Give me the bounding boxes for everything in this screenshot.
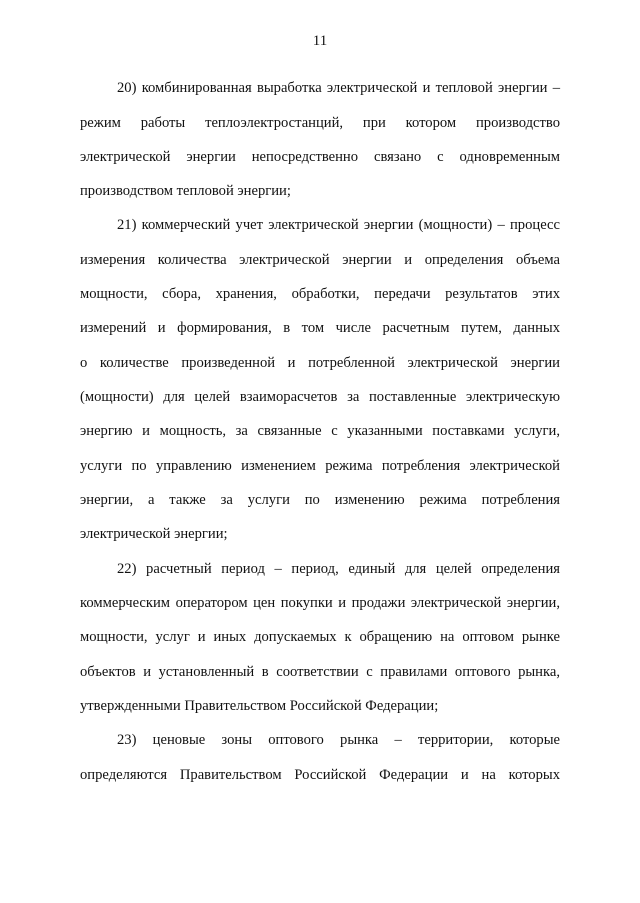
paragraph-21-line-2: измерения количества электрической энергии и определения объема (80, 252, 560, 268)
paragraph-23-line-1: 23) ценовые зоны оптового рынка – территории, которые (117, 732, 560, 748)
paragraph-20-line-1: 20) комбинированная выработка электрической и тепловой энергии – (117, 80, 560, 96)
paragraph-22-line-2: коммерческим оператором цен покупки и продажи электрической энергии, (80, 595, 560, 611)
paragraph-22-line-1: 22) расчетный период – период, единый для целей определения (117, 561, 560, 577)
paragraph-21-line-3: мощности, сбора, хранения, обработки, передачи результатов этих (80, 286, 560, 302)
paragraph-20-line-2: режим работы теплоэлектростанций, при котором производство (80, 115, 560, 131)
paragraph-22-line-5: утвержденными Правительством Российской Федерации; (80, 698, 439, 714)
paragraph-21-line-5: о количестве произведенной и потребленной электрической энергии (80, 355, 560, 371)
paragraph-22-line-3: мощности, услуг и иных допускаемых к обращению на оптовом рынке (80, 629, 560, 645)
paragraph-23-line-2: определяются Правительством Российской Федерации и на которых (80, 767, 560, 783)
paragraph-21-line-7: энергию и мощность, за связанные с указанными поставками услуги, (80, 423, 560, 439)
paragraph-21-line-1: 21) коммерческий учет электрической энергии (мощности) – процесс (117, 217, 560, 233)
paragraph-20-line-3: электрической энергии непосредственно связано с одновременным (80, 149, 560, 165)
page-number: 11 (312, 33, 328, 49)
paragraph-21-line-4: измерений и формирования, в том числе расчетным путем, данных (80, 320, 560, 336)
paragraph-20-line-4: производством тепловой энергии; (80, 183, 291, 199)
paragraph-22-line-4: объектов и установленный в соответствии с правилами оптового рынка, (80, 664, 560, 680)
paragraph-21-line-8: услуги по управлению изменением режима потребления электрической (80, 458, 560, 474)
paragraph-21-line-9: энергии, а также за услуги по изменению режима потребления (80, 492, 560, 508)
paragraph-21-line-6: (мощности) для целей взаиморасчетов за поставленные электрическую (80, 389, 560, 405)
paragraph-21-line-10: электрической энергии; (80, 526, 228, 542)
